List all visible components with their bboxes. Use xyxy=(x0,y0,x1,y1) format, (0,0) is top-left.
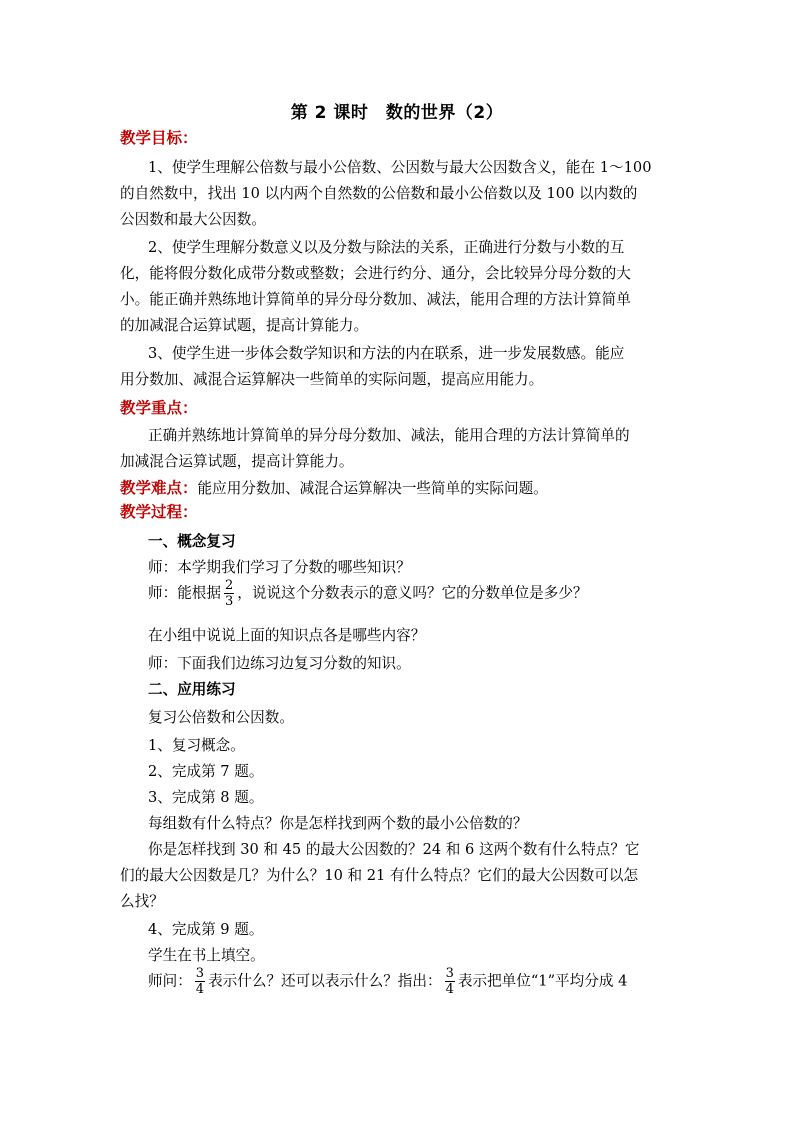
text-line: 么找？ xyxy=(120,893,164,910)
objective-line: 的自然数中，找出 10 以内两个自然数的公倍数和最小公倍数以及 100 以内数的 xyxy=(120,185,638,202)
question-line: 师：本学期我们学习了分数的哪些知识？ xyxy=(148,559,411,576)
page-title: 第 2 课时 数的世界（2） xyxy=(290,103,504,123)
objective-line: 3、使学生进一步体会数学知识和方法的内在联系，进一步发展数感。能应 xyxy=(148,345,625,362)
section-concept-review: 一、概念复习 xyxy=(148,533,236,550)
question-line: 师：下面我们边练习边复习分数的知识。 xyxy=(148,655,411,672)
fraction-denominator: 3 xyxy=(224,594,234,609)
text-line: 学生在书上填空。 xyxy=(148,947,265,964)
text-line: 复习公倍数和公因数。 xyxy=(148,709,294,726)
objective-line: 用分数加、减混合运算解决一些简单的实际问题，提高应用能力。 xyxy=(120,371,544,388)
text-line: 你是怎样找到 30 和 45 的最大公因数的？24 和 6 这两个数有什么特点？它 xyxy=(148,841,640,858)
text-line: 3、完成第 8 题。 xyxy=(148,789,264,806)
key-point-line: 加减混合运算试题，提高计算能力。 xyxy=(120,453,354,470)
text-line: 们的最大公因数是几？为什么？10 和 21 有什么特点？它们的最大公因数可以怎 xyxy=(120,867,639,884)
objective-line: 化，能将假分数化成带分数或整数；会进行约分、通分，会比较异分母分数的大 xyxy=(120,265,631,282)
difficulties-row xyxy=(120,476,548,498)
fraction-numerator: 2 xyxy=(224,578,234,593)
last-question-with-fractions xyxy=(148,966,627,997)
text-line: 4、完成第 9 题。 xyxy=(148,921,264,938)
question-line: 在小组中说说上面的知识点各是哪些内容？ xyxy=(148,627,426,644)
process-heading: 教学过程： xyxy=(120,503,198,521)
objective-line: 的加减混合运算试题，提高计算能力。 xyxy=(120,317,369,334)
fraction-denominator: 4 xyxy=(195,982,205,997)
text-line: 1、复习概念。 xyxy=(148,737,245,754)
objective-line: 2、使学生理解分数意义以及分数与除法的关系，正确进行分数与小数的互 xyxy=(148,239,625,256)
objective-line: 1、使学生理解公倍数与最小公倍数、公因数与最大公因数含义，能在 1～100 xyxy=(148,159,652,176)
difficulties-text: 能应用分数加、减混合运算解决一些简单的实际问题。 xyxy=(197,480,548,497)
key-point-line: 正确并熟练地计算简单的异分母分数加、减法，能用合理的方法计算简单的 xyxy=(148,427,630,444)
fraction-denominator: 4 xyxy=(445,982,454,997)
fraction-numerator: 3 xyxy=(195,966,205,981)
question-text: 表示把单位“1”平均分成 4 xyxy=(457,972,628,990)
fraction-3-4 xyxy=(445,966,455,997)
question-text: 表示什么？还可以表示什么？指出： xyxy=(208,972,442,990)
objectives-heading: 教学目标： xyxy=(120,129,198,147)
fraction-2-3 xyxy=(224,578,234,609)
text-line: 2、完成第 7 题。 xyxy=(148,763,264,780)
fraction-numerator: 3 xyxy=(445,966,454,981)
key-points-heading: 教学重点： xyxy=(120,399,198,417)
objective-line: 公因数和最大公因数。 xyxy=(120,211,266,228)
section-application-practice: 二、应用练习 xyxy=(148,681,236,698)
objective-line: 小。能正确并熟练地计算简单的异分母分数加、减法，能用合理的方法计算简单 xyxy=(120,291,631,308)
difficulties-heading: 教学难点： xyxy=(120,479,198,497)
question-text: ，说说这个分数表示的意义吗？它的分数单位是多少？ xyxy=(237,584,588,602)
text-line: 每组数有什么特点？你是怎样找到两个数的最小公倍数的？ xyxy=(148,815,528,832)
question-text: 师问： xyxy=(148,972,192,990)
fraction-3-4 xyxy=(195,966,205,997)
question-text: 师：能根据 xyxy=(148,584,221,602)
question-with-fraction xyxy=(148,578,588,609)
